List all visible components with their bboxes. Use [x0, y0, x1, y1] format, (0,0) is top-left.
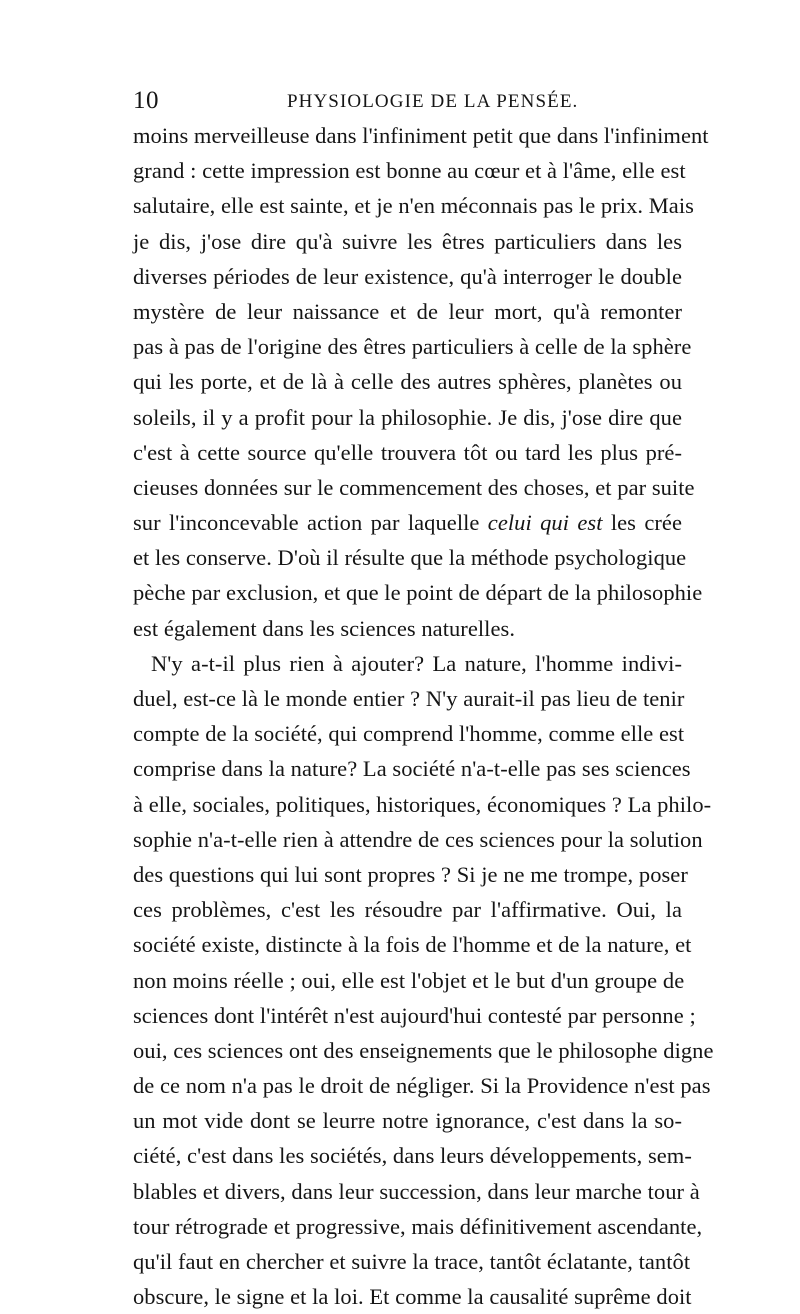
page-number: 10 [133, 87, 159, 114]
italic-phrase: celui qui est [487, 510, 603, 536]
running-head: PHYSIOLOGIE DE LA PENSÉE. [287, 91, 579, 112]
text-line: ces problèmes, c'est les résoudre par l'affirmative. Oui, la [133, 897, 682, 923]
text-line-end: les crée [610, 510, 682, 536]
text-line: grand : cette impression est bonne au cœur et à l'âme, elle est [133, 158, 686, 184]
page-header [133, 86, 680, 116]
text-line: je dis, j'ose dire qu'à suivre les êtres particuliers dans les [133, 228, 682, 254]
text-line: salutaire, elle est sainte, et je n'en méconnais pas le prix. Mais [133, 193, 694, 219]
text-line: obscure, le signe et la loi. Et comme la causalité suprême doit [133, 1284, 692, 1310]
text-line: comprise dans la nature? La société n'a-t-elle pas ses sciences [133, 756, 691, 782]
text-line: sciences dont l'intérêt n'est aujourd'hui contesté par personne ; [133, 1002, 696, 1028]
text-line: qu'il faut en chercher et suivre la trace, tantôt éclatante, tantôt [133, 1249, 691, 1274]
text-line: compte de la société, qui comprend l'homme, comme elle est [133, 721, 685, 747]
text-line: c'est à cette source qu'elle trouvera tôt ou tard les plus pré- [133, 439, 682, 465]
text-line: pèche par exclusion, et que le point de départ de la philosophie [133, 580, 703, 606]
paragraph-start-line: N'y a-t-il plus rien à ajouter? La nature, l'homme indivi- [151, 650, 682, 676]
text-line-start: sur l'inconcevable action par laquelle [133, 510, 480, 536]
text-line: de ce nom n'a pas le droit de négliger. Si la Providence n'est pas [133, 1073, 711, 1099]
text-line: cieuses données sur le commencement des choses, et par suite [133, 474, 695, 500]
text-line: soleils, il y a profit pour la philosophie. Je dis, j'ose dire que [133, 404, 682, 430]
text-line: des questions qui lui sont propres ? Si je ne me trompe, poser [133, 861, 688, 887]
text-line: est également dans les sciences naturelles. [133, 615, 516, 641]
text-line: sophie n'a-t-elle rien à attendre de ces sciences pour la solution [133, 826, 703, 852]
text-line: duel, est-ce là le monde entier ? N'y aurait-il pas lieu de tenir [133, 686, 685, 711]
text-line: non moins réelle ; oui, elle est l'objet et le but d'un groupe de [133, 967, 685, 993]
text-line: un mot vide dont se leurre notre ignorance, c'est dans la so- [133, 1108, 682, 1134]
text-line: oui, ces sciences ont des enseignements que le philosophe digne [133, 1037, 714, 1063]
text-line: société existe, distincte à la fois de l'homme et de la nature, et [133, 932, 692, 958]
text-line: pas à pas de l'origine des êtres particuliers à celle de la sphère [133, 334, 692, 360]
text-line: diverses périodes de leur existence, qu'à interroger le double [133, 263, 682, 289]
text-line: qui les porte, et de là à celle des autres sphères, planètes ou [133, 369, 682, 395]
text-line: et les conserve. D'où il résulte que la méthode psychologique [133, 545, 687, 571]
text-line: moins merveilleuse dans l'infiniment petit que dans l'infiniment [133, 123, 709, 148]
body-text [133, 118, 714, 1314]
text-line: tour rétrograde et progressive, mais définitivement ascendante, [133, 1213, 703, 1239]
text-line: blables et divers, dans leur succession, dans leur marche tour à [133, 1178, 700, 1204]
text-line-with-italic [133, 505, 682, 540]
text-line: ciété, c'est dans les sociétés, dans leurs développements, sem- [133, 1143, 692, 1169]
text-line: à elle, sociales, politiques, historiques, économiques ? La philo- [133, 791, 712, 817]
text-line: mystère de leur naissance et de leur mort, qu'à remonter [133, 298, 682, 324]
